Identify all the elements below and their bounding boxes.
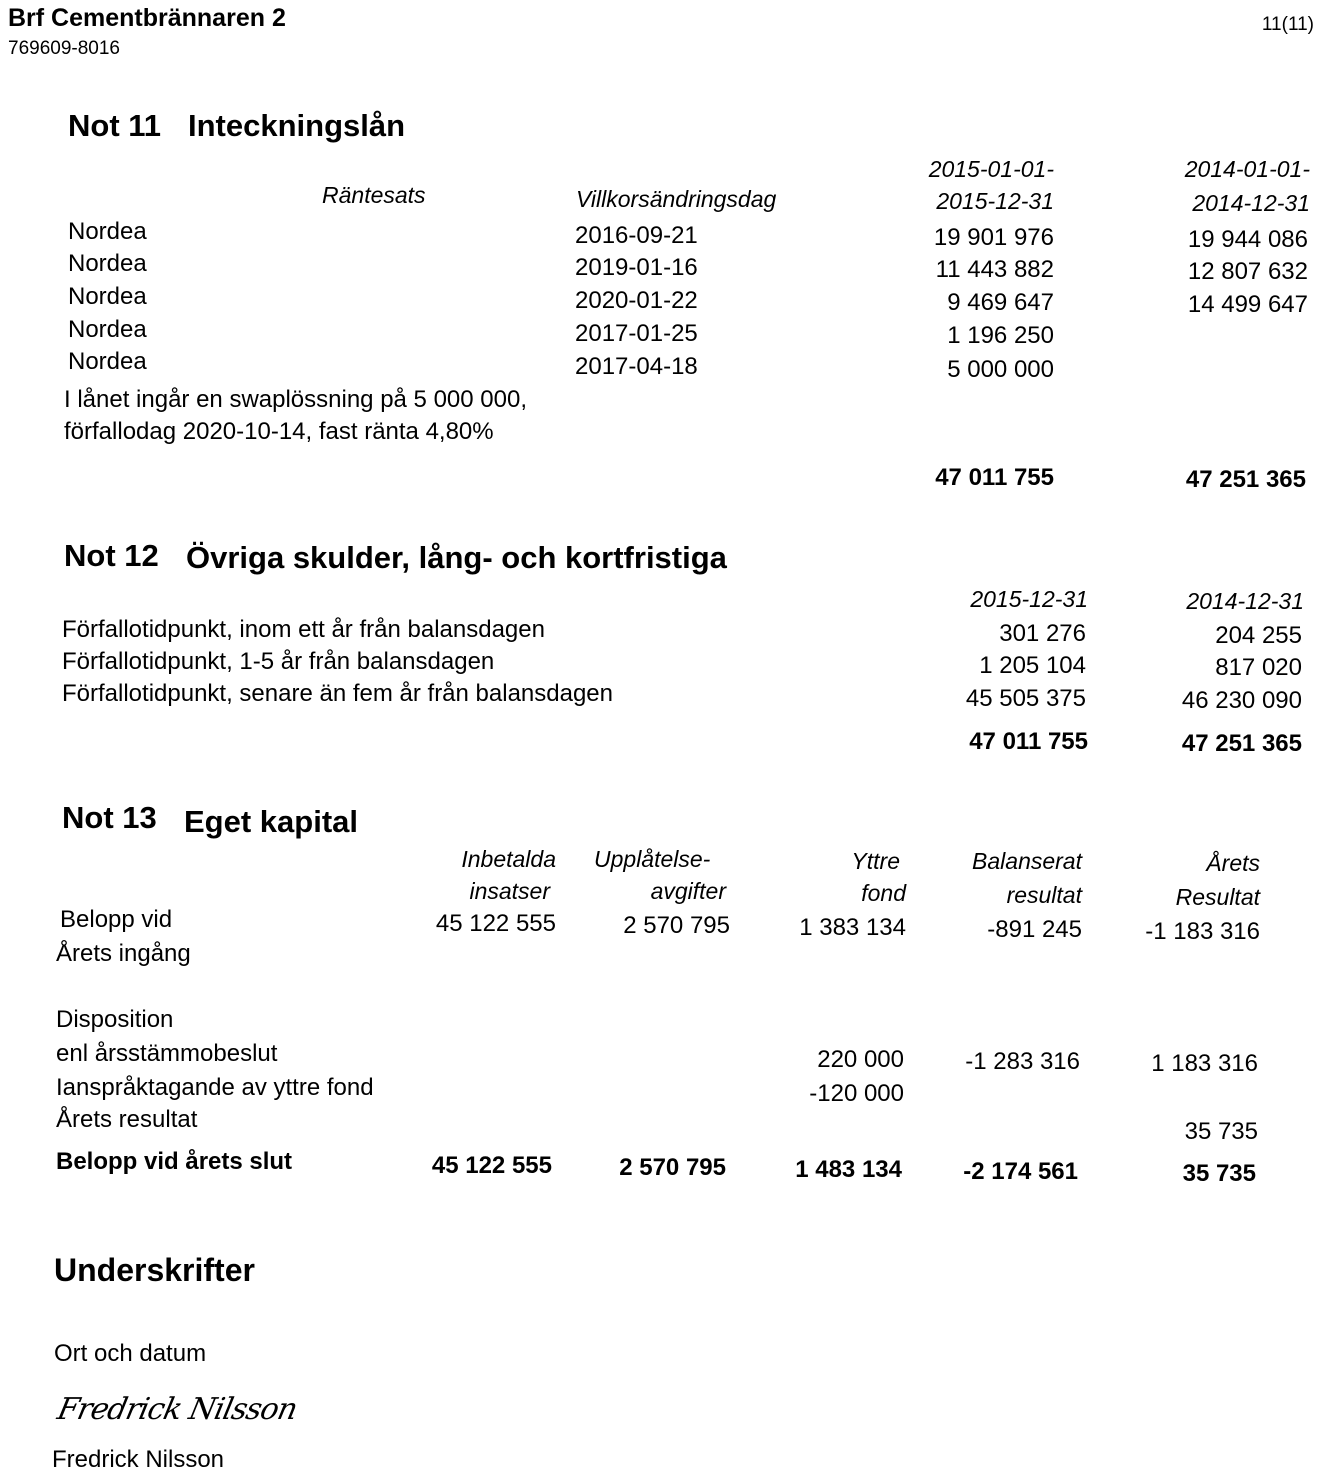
- debt-value-2015: 1 205 104: [979, 652, 1086, 679]
- loan-value-2015: 11 443 882: [935, 256, 1054, 283]
- note12-title: Övriga skulder, lång- och kortfristiga: [186, 540, 727, 575]
- note12-total-2015: 47 011 755: [969, 728, 1088, 755]
- debt-value-2015: 301 276: [999, 620, 1086, 647]
- debt-value-2014: 204 255: [1215, 622, 1302, 649]
- organization-number: 769609-8016: [8, 38, 120, 59]
- note11-col-date: Villkorsändringsdag: [576, 186, 777, 212]
- note11-swap-line2: förfallodag 2020-10-14, fast ränta 4,80%: [64, 418, 494, 445]
- equity-col-header: Yttre: [851, 848, 900, 874]
- equity-cell: 2 570 795: [619, 1154, 726, 1181]
- equity-col-header: Inbetalda: [461, 846, 556, 872]
- debt-value-2015: 45 505 375: [965, 685, 1086, 712]
- page-number: 11(11): [1261, 14, 1314, 35]
- equity-row-label: Ianspråktagande av yttre fond: [56, 1074, 374, 1101]
- loan-lender: Nordea: [68, 218, 147, 245]
- debt-label: Förfallotidpunkt, senare än fem år från balansdagen: [62, 680, 614, 707]
- debt-value-2014: 46 230 090: [1181, 687, 1302, 714]
- loan-value-2014: 12 807 632: [1187, 258, 1308, 285]
- loan-lender: Nordea: [68, 316, 147, 343]
- debt-label: Förfallotidpunkt, inom ett år från balansdagen: [62, 616, 545, 643]
- equity-col-header: fond: [861, 880, 906, 906]
- note11-col-rate: Räntesats: [322, 182, 426, 208]
- equity-col-header: Upplåtelse-: [594, 846, 711, 872]
- equity-row-label: Årets ingång: [56, 940, 191, 967]
- note13-number: Not 13: [62, 800, 157, 835]
- loan-value-2014: 14 499 647: [1187, 291, 1308, 318]
- equity-col-header: Balanserat: [972, 848, 1082, 874]
- equity-cell: 35 735: [1182, 1160, 1256, 1187]
- equity-cell: -120 000: [809, 1080, 904, 1107]
- note11-period1-start: 2015-01-01-: [928, 156, 1054, 182]
- equity-cell: 2 570 795: [623, 912, 730, 939]
- equity-cell: 1 183 316: [1151, 1050, 1258, 1077]
- equity-cell: -891 245: [987, 916, 1082, 943]
- equity-cell: 1 483 134: [795, 1156, 902, 1183]
- note11-total-2014: 47 251 365: [1185, 466, 1306, 493]
- equity-row-label: Belopp vid årets slut: [56, 1148, 293, 1175]
- loan-date: 2020-01-22: [575, 287, 698, 314]
- loan-value-2015: 19 901 976: [933, 224, 1054, 251]
- note11-period2-end: 2014-12-31: [1192, 190, 1310, 216]
- note11-period1-end: 2015-12-31: [936, 188, 1054, 214]
- equity-row-label: Belopp vid: [60, 906, 173, 933]
- equity-cell: 35 735: [1184, 1118, 1258, 1145]
- equity-row-label: Årets resultat: [56, 1106, 198, 1133]
- signatures-title: Underskrifter: [54, 1252, 255, 1288]
- loan-date: 2017-01-25: [575, 320, 698, 347]
- note11-title: Inteckningslån: [188, 108, 406, 143]
- loan-lender: Nordea: [68, 283, 147, 310]
- equity-cell: 45 122 555: [435, 910, 556, 937]
- note11-number: Not 11: [68, 108, 162, 143]
- debt-label: Förfallotidpunkt, 1-5 år från balansdagen: [62, 648, 495, 675]
- loan-date: 2019-01-16: [575, 254, 698, 281]
- equity-row-label: enl årsstämmobeslut: [56, 1040, 278, 1067]
- loan-value-2015: 1 196 250: [947, 322, 1054, 349]
- equity-col-header: insatser: [469, 878, 550, 904]
- equity-cell: -1 283 316: [965, 1048, 1080, 1075]
- place-and-date: Ort och datum: [54, 1340, 207, 1367]
- note12-col-2015: 2015-12-31: [970, 586, 1088, 612]
- note11-swap-line1: I lånet ingår en swaplössning på 5 000 000,: [64, 386, 527, 413]
- note12-total-2014: 47 251 365: [1181, 730, 1302, 757]
- note13-title: Eget kapital: [184, 804, 358, 839]
- debt-value-2014: 817 020: [1215, 654, 1302, 681]
- organization-name: Brf Cementbrännaren 2: [8, 4, 286, 32]
- signatory-name: Fredrick Nilsson: [52, 1446, 225, 1473]
- equity-cell: 220 000: [817, 1046, 904, 1073]
- equity-cell: -1 183 316: [1145, 918, 1260, 945]
- note11-total-2015: 47 011 755: [935, 464, 1054, 491]
- equity-col-header: avgifter: [650, 878, 726, 904]
- loan-value-2015: 5 000 000: [947, 356, 1054, 383]
- equity-col-header: Resultat: [1175, 884, 1260, 910]
- note12-number: Not 12: [64, 538, 159, 573]
- note11-period2-start: 2014-01-01-: [1184, 156, 1310, 182]
- loan-lender: Nordea: [68, 250, 147, 277]
- loan-lender: Nordea: [68, 348, 147, 375]
- equity-cell: 45 122 555: [431, 1152, 552, 1179]
- equity-cell: 1 383 134: [799, 914, 906, 941]
- loan-date: 2017-04-18: [575, 353, 698, 380]
- handwritten-signature: Fredrick Nilsson: [54, 1392, 300, 1427]
- note12-col-2014: 2014-12-31: [1186, 588, 1304, 614]
- loan-value-2014: 19 944 086: [1187, 226, 1308, 253]
- equity-col-header: resultat: [1006, 882, 1082, 908]
- equity-col-header: Årets: [1206, 850, 1260, 876]
- loan-value-2015: 9 469 647: [947, 289, 1054, 316]
- equity-cell: -2 174 561: [963, 1158, 1078, 1185]
- loan-date: 2016-09-21: [575, 222, 698, 249]
- equity-row-label: Disposition: [56, 1006, 174, 1033]
